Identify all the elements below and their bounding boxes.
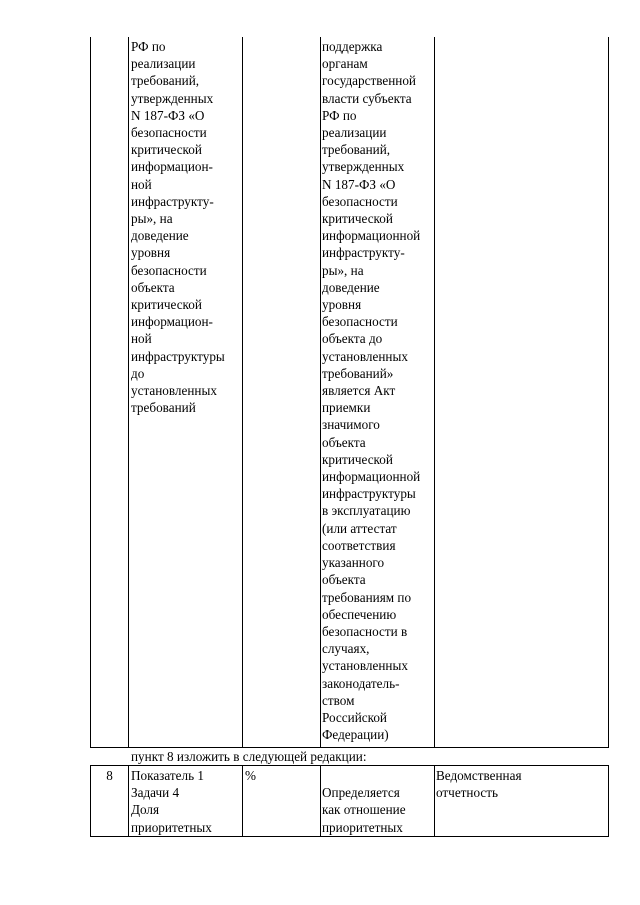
row8-number-cell: 8 (106, 768, 113, 783)
table-border-col2 (242, 37, 243, 748)
row8-calculation-method-cell: Определяется как отношение приоритетных (322, 785, 406, 835)
table-border-left (90, 37, 91, 748)
table-border-right (608, 37, 609, 748)
row8-border-col2 (242, 765, 243, 837)
row8-indicator-name-cell: Показатель 1 Задачи 4 Доля приоритетных (131, 768, 212, 835)
row8-data-source-cell: Ведомственная отчетность (436, 768, 522, 801)
row8-border-bottom (90, 836, 609, 837)
row8-unit-cell: % (245, 768, 256, 783)
row8-border-right (608, 765, 609, 837)
table-border-col3 (320, 37, 321, 748)
table-border-col1 (128, 37, 129, 748)
row8-border-col4 (434, 765, 435, 837)
calculation-method-cell: поддержка органам государственной власти субъекта РФ по реализации требований, утвержденных N 187-ФЗ «О безопасности критической информационной инфраструкту- ры», на доведение уровня безопасности объекта до установленных требований» является Акт приемки значимого объекта критической информационной инфраструктуры в эксплуатацию (или аттестат соответствия указанного объекта требованиям по обеспечению безопасности в случаях, установленных законодатель- ством Российской Федерации) (322, 39, 421, 743)
table-border-col4 (434, 37, 435, 748)
amendment-instruction: пункт 8 изложить в следующей редакции: (131, 749, 367, 764)
row8-border-col1 (128, 765, 129, 837)
row8-border-top (90, 765, 609, 766)
row8-border-col3 (320, 765, 321, 837)
indicator-name-cell: РФ по реализации требований, утвержденных N 187-ФЗ «О безопасности критической информацион- ной инфраструкту- ры», на доведение уровня безопасности объекта критической информацион- ной инфраструктуры до установленных требований (131, 39, 225, 416)
